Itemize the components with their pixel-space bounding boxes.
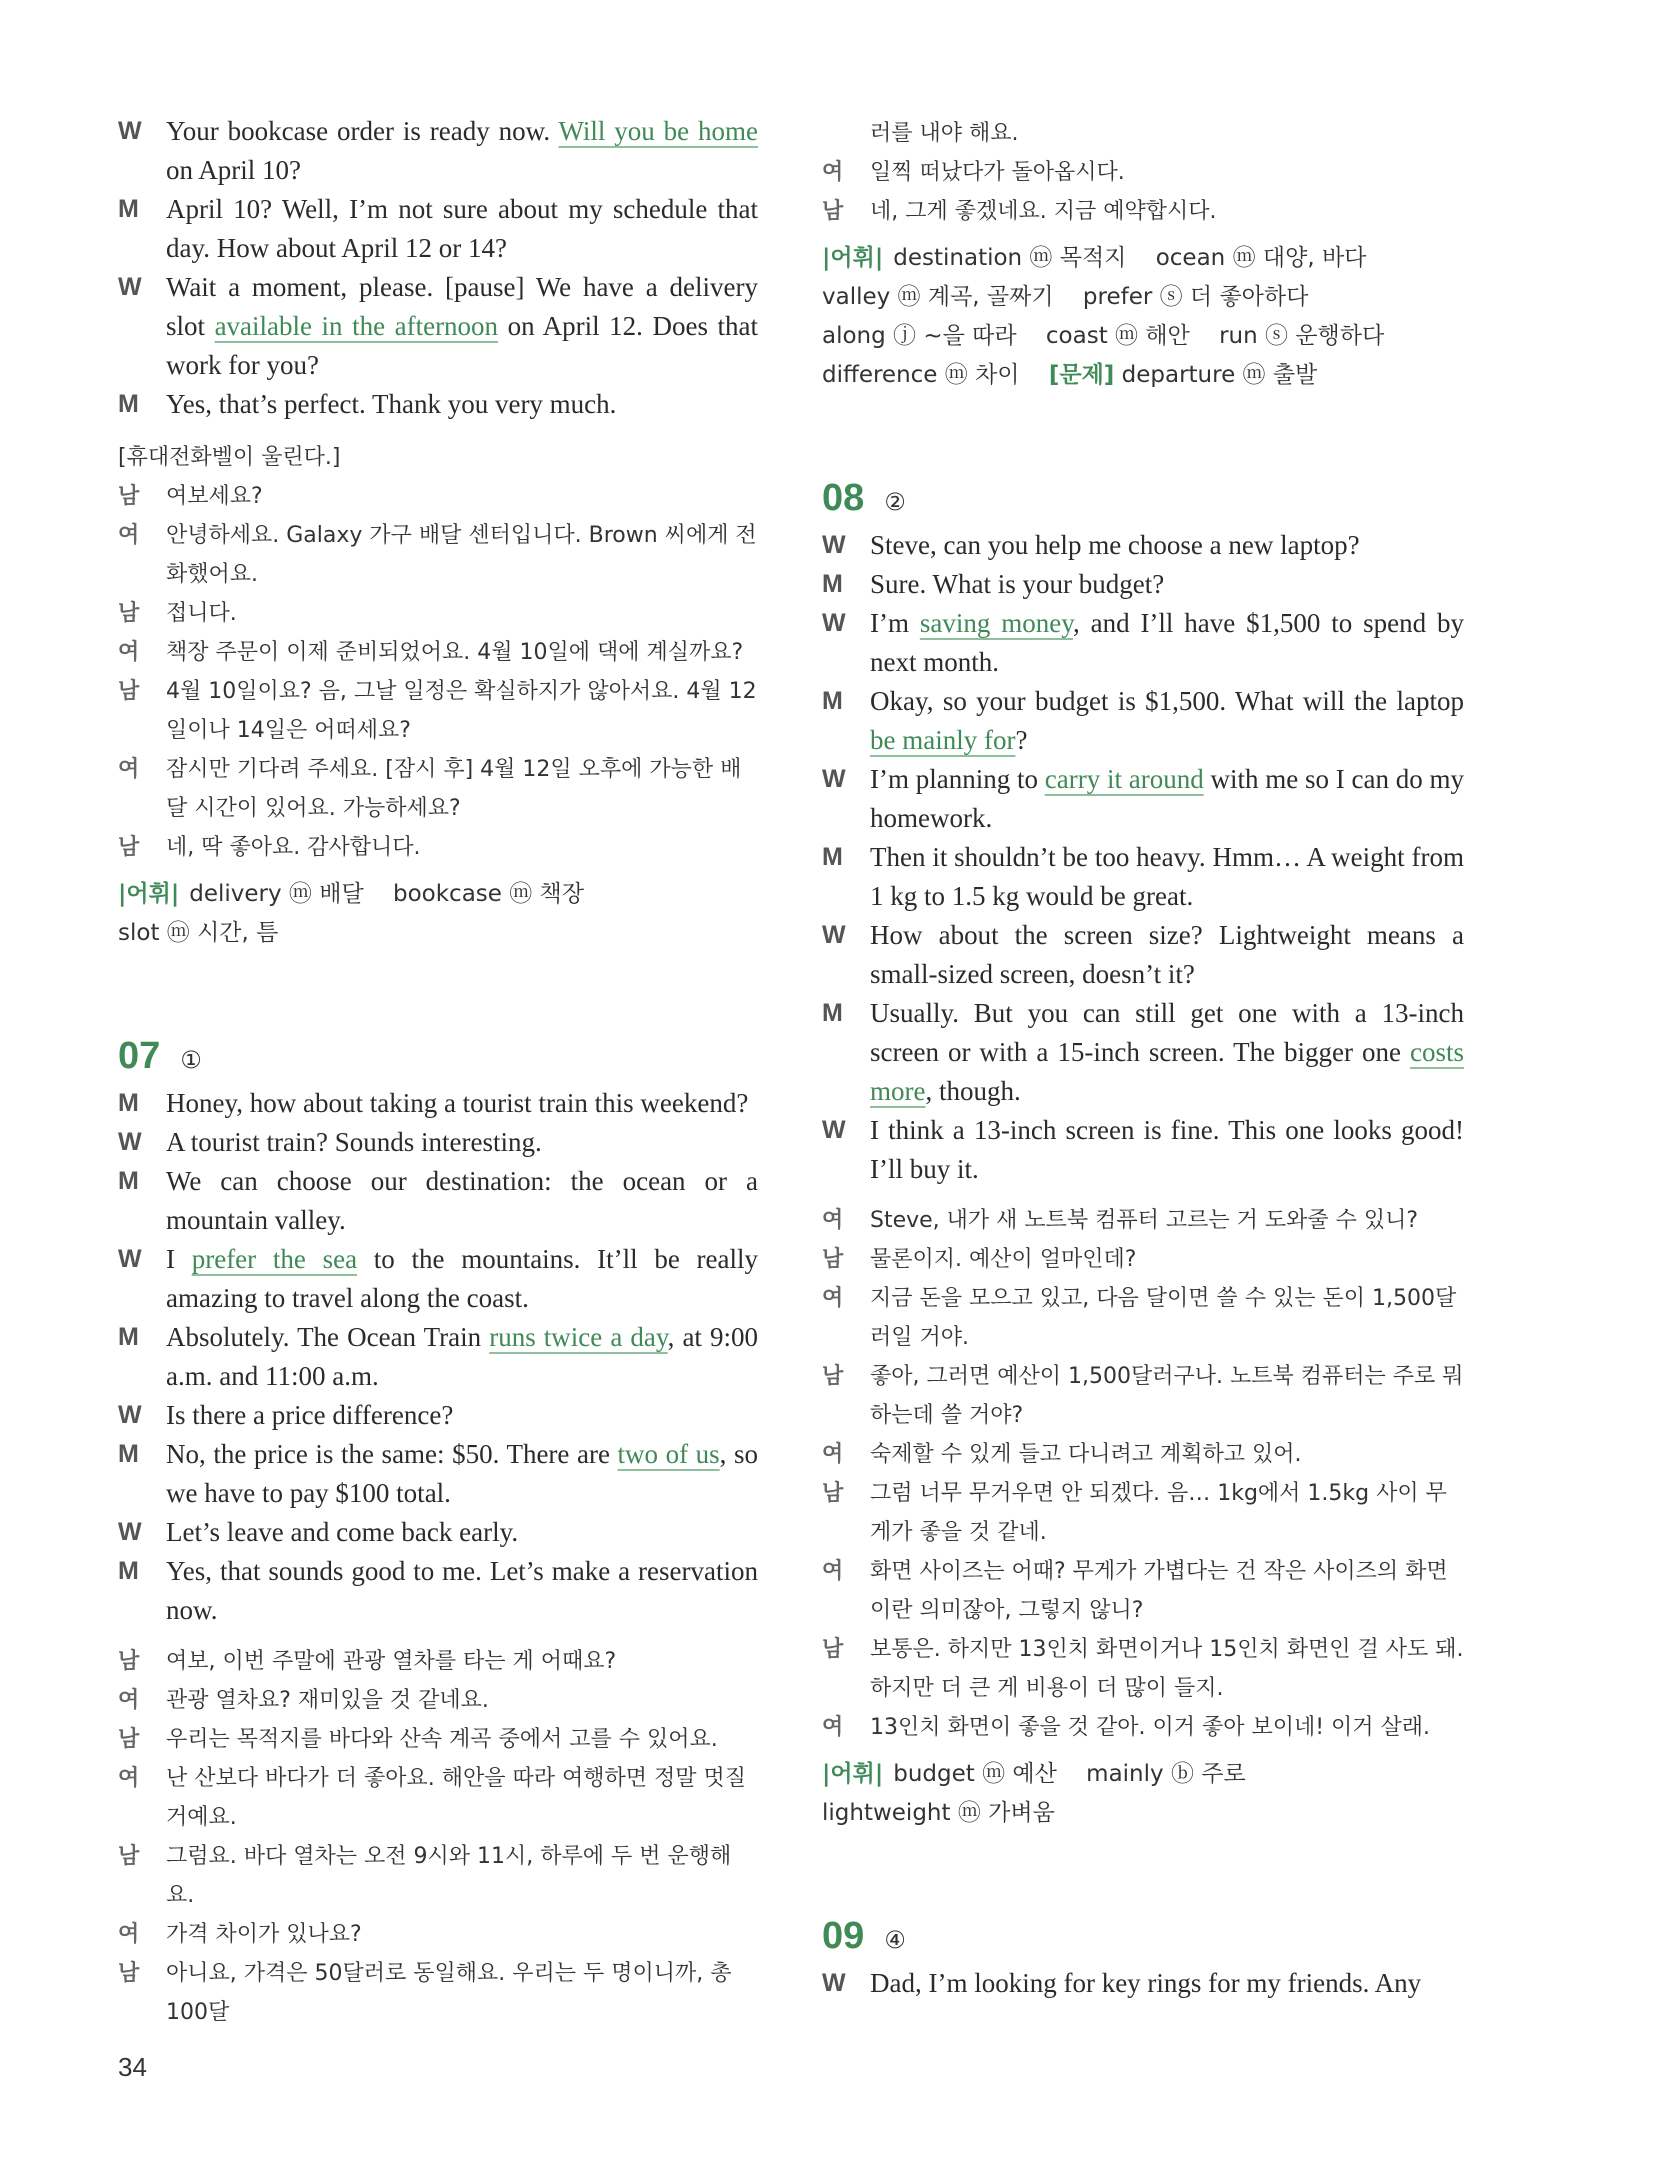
line-text: 지금 돈을 모으고 있고, 다음 달이면 쓸 수 있는 돈이 1,500달러일 거야. [870, 1286, 1457, 1350]
translation-line [822, 153, 1464, 192]
dialogue-line [822, 838, 1464, 916]
key-phrase: prefer the sea [191, 1244, 358, 1274]
line-text: 여보, 이번 주말에 관광 열차를 타는 게 어때요? [166, 1649, 617, 1674]
key-phrase: two of us [617, 1439, 720, 1469]
vocab-item: along ⓙ ~을 따라 [822, 323, 1017, 349]
text-segment: I’m planning to [870, 764, 1045, 794]
speaker-label: 남 [822, 1364, 844, 1389]
text-segment: on April 10? [166, 155, 301, 185]
vocab-item: budget ⓜ 예산 [893, 1761, 1057, 1787]
speaker-label: 여 [118, 1766, 140, 1791]
dialogue-line [822, 1964, 1464, 2003]
speaker-label: W [822, 921, 846, 949]
line-text [870, 994, 1464, 1111]
dialogue-line [118, 1240, 758, 1318]
line-text: 가격 차이가 있나요? [166, 1922, 362, 1947]
translation-line [118, 1720, 758, 1759]
vocabulary [822, 1755, 1464, 1833]
translation-line [118, 633, 758, 672]
answer-marker: ② [884, 488, 906, 516]
line-text [166, 1435, 758, 1513]
question-number: 09 [822, 1915, 865, 1957]
line-text [870, 565, 1464, 604]
line-text [166, 1123, 758, 1162]
line-text: 화면 사이즈는 어때? 무게가 가볍다는 건 작은 사이즈의 화면이란 의미잖아, 그렇지 않니? [870, 1559, 1448, 1623]
dialogue-english [118, 112, 758, 424]
translation-line [822, 1552, 1464, 1630]
speaker-label: 여 [118, 1922, 140, 1947]
key-phrase: costs more [870, 1037, 1464, 1106]
key-phrase: saving money [919, 608, 1073, 638]
translation-line [822, 1201, 1464, 1240]
key-phrase: be mainly for [870, 725, 1016, 755]
speaker-label [822, 114, 870, 153]
translation-line [118, 1837, 758, 1915]
vocab-item: destination ⓜ 목적지 [893, 245, 1127, 271]
vocab-item: slot ⓜ 시간, 틈 [118, 920, 279, 946]
text-segment: How about the screen size? Lightweight means a small-sized screen, doesn’t it? [870, 920, 1464, 989]
key-phrase: runs twice a day [489, 1322, 668, 1352]
text-segment: April 10? Well, I’m not sure about my schedule that day. How about April 12 or 14? [166, 194, 758, 263]
line-text [870, 1111, 1464, 1189]
line-text: 안녕하세요. Galaxy 가구 배달 센터입니다. Brown 씨에게 전화했어요. [166, 523, 757, 587]
dialogue-line [822, 1111, 1464, 1189]
dialogue-english [118, 1084, 758, 1630]
key-phrase: Will you be home [558, 116, 758, 146]
translation-line [822, 1435, 1464, 1474]
dialogue-korean [822, 114, 1464, 231]
dialogue-line [118, 268, 758, 385]
speaker-label: 여 [118, 757, 140, 782]
translation-line [822, 1630, 1464, 1708]
answer-marker: ① [180, 1046, 202, 1074]
translation-line [822, 114, 1464, 153]
dialogue-line [118, 385, 758, 424]
line-text: 숙제할 수 있게 들고 다니려고 계획하고 있어. [870, 1442, 1302, 1467]
line-text: 러를 내야 해요. [870, 121, 1019, 146]
dialogue-line [822, 682, 1464, 760]
text-segment: to the mountains. It’ll be really amazing to travel along the coast. [166, 1244, 759, 1313]
vocab-label: |어휘| [118, 881, 180, 907]
vocab-item: valley ⓜ 계곡, 골짜기 [822, 284, 1054, 310]
text-segment: I think a 13-inch screen is fine. This one looks good! I’ll buy it. [870, 1115, 1464, 1184]
speaker-label: W [822, 531, 846, 559]
question-header-09 [822, 1915, 1464, 1958]
dialogue-line [118, 1318, 758, 1396]
speaker-label: M [118, 1440, 139, 1468]
dialogue-line [118, 1396, 758, 1435]
speaker-label: 남 [118, 835, 140, 860]
speaker-label: M [118, 1089, 139, 1117]
line-text: 여보세요? [166, 484, 263, 509]
line-text: 13인치 화면이 좋을 것 같아. 이거 좋아 보이네! 이거 살래. [870, 1715, 1431, 1740]
text-segment: Is there a price difference? [166, 1400, 454, 1430]
speaker-label: W [822, 1969, 846, 1997]
vocab-item: prefer ⓢ 더 좋아하다 [1082, 284, 1309, 310]
translation-line [118, 1681, 758, 1720]
dialogue-english [822, 526, 1464, 1189]
dialogue-line [822, 604, 1464, 682]
stage-note: [휴대전화벨이 울린다.] [118, 445, 341, 470]
question-header-08 [822, 477, 1464, 520]
dialogue-line [118, 1552, 758, 1630]
speaker-label: 여 [822, 1286, 844, 1311]
translation-line [118, 477, 758, 516]
vocab-item: difference ⓜ 차이 [822, 362, 1020, 388]
line-text: 우리는 목적지를 바다와 산속 계곡 중에서 고를 수 있어요. [166, 1727, 718, 1752]
dialogue-korean [822, 1201, 1464, 1747]
text-segment: We can choose our destination: the ocean or a mountain valley. [166, 1166, 758, 1235]
line-text [166, 190, 758, 268]
speaker-label: W [118, 117, 142, 145]
vocab-tag: [문제] [1048, 362, 1115, 388]
translation-line [118, 1642, 758, 1681]
speaker-label: M [822, 999, 843, 1027]
line-text [166, 1084, 758, 1123]
text-segment: Let’s leave and come back early. [166, 1517, 519, 1547]
text-segment: A tourist train? Sounds interesting. [166, 1127, 542, 1157]
text-segment: , so we have to pay $100 total. [166, 1439, 759, 1508]
speaker-label: 여 [118, 640, 140, 665]
speaker-label: 여 [822, 1715, 844, 1740]
line-text [166, 1240, 758, 1318]
vocab-label: |어휘| [822, 245, 884, 271]
line-text: Steve, 내가 새 노트북 컴퓨터 고르는 거 도와줄 수 있니? [870, 1208, 1419, 1233]
question-header-07 [118, 1035, 758, 1078]
text-segment: Honey, how about taking a tourist train this weekend? [166, 1088, 749, 1118]
speaker-label: M [822, 687, 843, 715]
vocab-item: lightweight ⓜ 가벼움 [822, 1800, 1055, 1826]
line-text [166, 1162, 758, 1240]
speaker-label: 여 [822, 1208, 844, 1233]
text-segment: , at 9:00 a.m. and 11:00 a.m. [166, 1322, 758, 1391]
line-text: 잠시만 기다려 주세요. [잠시 후] 4월 12일 오후에 가능한 배달 시간이 있어요. 가능하세요? [166, 757, 742, 821]
speaker-label: M [118, 1167, 139, 1195]
text-segment: Steve, can you help me choose a new laptop? [870, 530, 1360, 560]
dialogue-line [822, 916, 1464, 994]
translation-line [822, 1357, 1464, 1435]
translation-line [822, 1708, 1464, 1747]
speaker-label: 여 [822, 1559, 844, 1584]
text-segment: Then it shouldn’t be too heavy. Hmm… A weight from 1 kg to 1.5 kg would be great. [870, 842, 1464, 911]
speaker-label: 여 [118, 1688, 140, 1713]
translation-line [118, 1915, 758, 1954]
vocab-label: |어휘| [822, 1761, 884, 1787]
translation-line [118, 750, 758, 828]
dialogue-line [118, 1513, 758, 1552]
line-text: 네, 그게 좋겠네요. 지금 예약합시다. [870, 199, 1217, 224]
speaker-label: 남 [118, 1649, 140, 1674]
translation-line [118, 672, 758, 750]
speaker-label: 남 [118, 484, 140, 509]
line-text: 일찍 떠났다가 돌아옵시다. [870, 160, 1125, 185]
text-segment: on April 12. Does that work for you? [166, 311, 758, 380]
line-text [166, 1513, 758, 1552]
text-segment: Your bookcase order is ready now. [166, 116, 559, 146]
line-text: 좋아, 그러면 예산이 1,500달러구나. 노트북 컴퓨터는 주로 뭐 하는데 쓸 거야? [870, 1364, 1464, 1428]
speaker-label: 남 [118, 679, 140, 704]
line-text [166, 112, 758, 190]
translation-line [118, 594, 758, 633]
text-segment: Absolutely. The Ocean Train [166, 1322, 490, 1352]
line-text: 물론이지. 예산이 얼마인데? [870, 1247, 1137, 1272]
speaker-label: 남 [118, 1961, 140, 1986]
speaker-label: M [822, 843, 843, 871]
speaker-label: M [118, 1323, 139, 1351]
text-segment: Okay, so your budget is $1,500. What will the laptop [870, 686, 1464, 716]
dialogue-korean [118, 477, 758, 867]
line-text [870, 526, 1464, 565]
text-segment: I [166, 1244, 192, 1274]
speaker-label: M [118, 1557, 139, 1585]
line-text: 그럼 너무 무거우면 안 되겠다. 음… 1kg에서 1.5kg 사이 무게가 좋을 것 같네. [870, 1481, 1447, 1545]
line-text: 책장 주문이 이제 준비되었어요. 4월 10일에 댁에 계실까요? [166, 640, 744, 665]
answer-marker: ④ [884, 1926, 906, 1954]
dialogue-english [822, 1964, 1464, 2003]
line-text [166, 268, 758, 385]
speaker-label: 남 [118, 1727, 140, 1752]
speaker-label: W [822, 609, 846, 637]
line-text [870, 682, 1464, 760]
text-segment: I’m [870, 608, 920, 638]
line-text: 아니요, 가격은 50달러로 동일해요. 우리는 두 명이니까, 총 100달 [166, 1961, 732, 2025]
vocab-item: run ⓢ 운행하다 [1219, 323, 1385, 349]
text-segment: , and I’ll have $1,500 to spend by next month. [870, 608, 1464, 677]
speaker-label: 여 [118, 523, 140, 548]
line-text [870, 760, 1464, 838]
speaker-label: W [118, 1401, 142, 1429]
dialogue-korean [118, 1642, 758, 2032]
line-text [166, 1396, 758, 1435]
dialogue-line [822, 526, 1464, 565]
speaker-label: 남 [822, 199, 844, 224]
speaker-label: 남 [118, 1844, 140, 1869]
dialogue-line [822, 760, 1464, 838]
vocab-item: delivery ⓜ 배달 [189, 881, 364, 907]
vocab-item: coast ⓜ 해안 [1045, 323, 1190, 349]
translation-line [822, 1474, 1464, 1552]
text-segment: , though. [925, 1076, 1021, 1106]
line-text [870, 1964, 1464, 2003]
speaker-label: 남 [822, 1481, 844, 1506]
right-column [822, 114, 1464, 2003]
speaker-label: M [822, 570, 843, 598]
vocabulary [822, 239, 1464, 395]
speaker-label: W [118, 273, 142, 301]
line-text [166, 1318, 758, 1396]
speaker-label: 남 [118, 601, 140, 626]
line-text: 4월 10일이요? 음, 그날 일정은 확실하지가 않아서요. 4월 12일이나 14일은 어떠세요? [166, 679, 757, 743]
page-number: 34 [118, 2052, 147, 2082]
line-text [870, 838, 1464, 916]
translation-line [822, 1279, 1464, 1357]
line-text: 관광 열차요? 재미있을 것 같네요. [166, 1688, 489, 1713]
dialogue-line [118, 190, 758, 268]
speaker-label: W [822, 1116, 846, 1144]
translation-line [822, 1240, 1464, 1279]
dialogue-line [118, 1435, 758, 1513]
speaker-label: 남 [822, 1637, 844, 1662]
dialogue-line [118, 1123, 758, 1162]
translation-line [822, 192, 1464, 231]
speaker-label: W [118, 1518, 142, 1546]
dialogue-line [822, 565, 1464, 604]
translation-line [118, 828, 758, 867]
text-segment: ? [1015, 725, 1028, 755]
text-segment: Usually. But you can still get one with a 13-inch screen or with a 15-inch screen. The bigger one [870, 998, 1464, 1067]
text-segment: with me so I can do my homework. [870, 764, 1464, 833]
line-text: 네, 딱 좋아요. 감사합니다. [166, 835, 421, 860]
text-segment: Wait a moment, please. [pause] We have a delivery slot [166, 272, 758, 341]
vocab-item: departure ⓜ 출발 [1121, 362, 1318, 388]
vocab-item: mainly ⓑ 주로 [1086, 1761, 1246, 1787]
vocabulary [118, 875, 758, 953]
question-number: 08 [822, 477, 865, 519]
speaker-label: 남 [822, 1247, 844, 1272]
speaker-label: W [118, 1128, 142, 1156]
line-text [870, 604, 1464, 682]
translation-line [118, 516, 758, 594]
speaker-label: M [118, 195, 139, 223]
speaker-label: 여 [822, 1442, 844, 1467]
line-text [166, 385, 758, 424]
speaker-label: W [118, 1245, 142, 1273]
text-segment: No, the price is the same: $50. There are [166, 1439, 618, 1469]
dialogue-line [118, 1084, 758, 1123]
line-text: 그럼요. 바다 열차는 오전 9시와 11시, 하루에 두 번 운행해요. [166, 1844, 732, 1908]
line-text: 보통은. 하지만 13인치 화면이거나 15인치 화면인 걸 사도 돼. 하지만 더 큰 게 비용이 더 많이 들지. [870, 1637, 1464, 1701]
key-phrase: carry it around [1044, 764, 1204, 794]
text-segment: Dad, I’m looking for key rings for my friends. Any [870, 1968, 1422, 1998]
vocab-item: ocean ⓜ 대양, 바다 [1155, 245, 1367, 271]
speaker-label: M [118, 390, 139, 418]
dialogue-line [822, 994, 1464, 1111]
translation-line [118, 1759, 758, 1837]
speaker-label: W [822, 765, 846, 793]
vocab-item: bookcase ⓜ 책장 [392, 881, 584, 907]
left-column [118, 112, 758, 2032]
text-segment: Yes, that’s perfect. Thank you very much. [166, 389, 617, 419]
speaker-label: 여 [822, 160, 844, 185]
dialogue-line [118, 112, 758, 190]
text-segment: Sure. What is your budget? [870, 569, 1165, 599]
line-text [870, 916, 1464, 994]
dialogue-line [118, 1162, 758, 1240]
translation-line [118, 1954, 758, 2032]
line-text: 난 산보다 바다가 더 좋아요. 해안을 따라 여행하면 정말 멋질 거예요. [166, 1766, 746, 1830]
question-number: 07 [118, 1035, 161, 1077]
line-text [166, 1552, 758, 1630]
text-segment: Yes, that sounds good to me. Let’s make a reservation now. [166, 1556, 758, 1625]
line-text: 접니다. [166, 601, 237, 626]
key-phrase: available in the afternoon [214, 311, 499, 341]
